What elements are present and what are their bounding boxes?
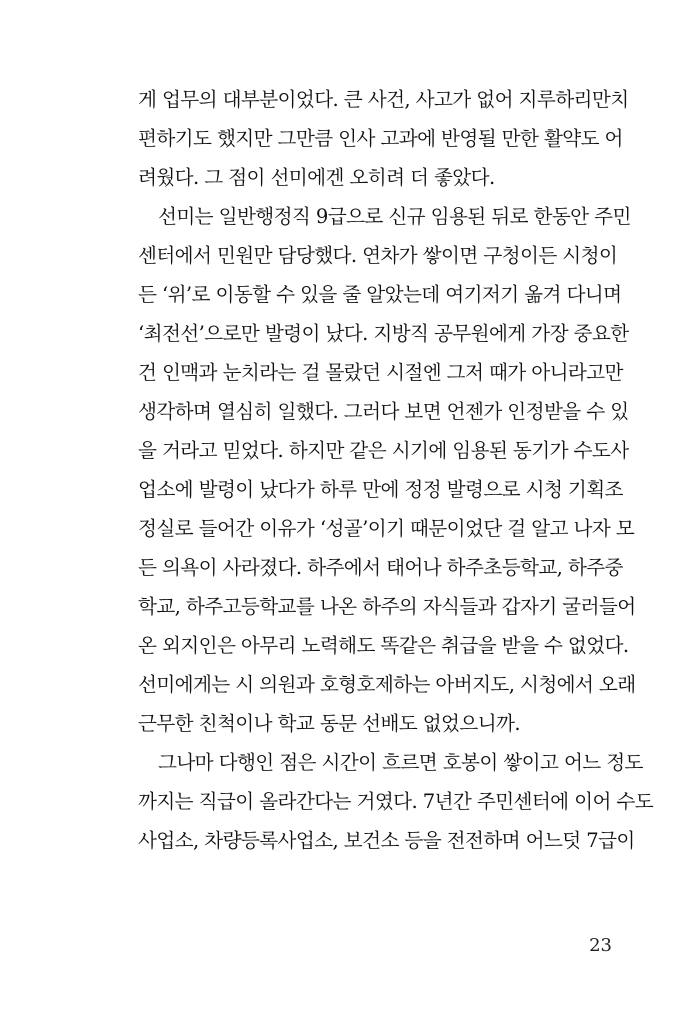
text-line: 센터에서 민원만 담당했다. 연차가 쌓이면 구청이든 시청이 [138,244,618,267]
text-line: 생각하며 열심히 일했다. 그러다 보면 언젠가 인정받을 수 있 [138,400,629,423]
text-line: 학교, 하주고등학교를 나온 하주의 자식들과 갑자기 굴러들어 [138,595,636,618]
text-line: 편하기도 했지만 그만큼 인사 고과에 반영될 만한 활약도 어 [138,127,623,150]
text-line: 을 거라고 믿었다. 하지만 같은 시기에 임용된 동기가 수도사 [138,439,629,462]
text-line: 건 인맥과 눈치라는 걸 몰랐던 시절엔 그저 때가 아니라고만 [138,361,623,384]
page-body [138,80,654,860]
text-line: 정실로 들어간 이유가 ‘성골’이기 때문이었단 걸 알고 나자 모 [138,517,635,540]
text-line: 업소에 발령이 났다가 하루 만에 정정 발령으로 시청 기획조 [138,478,623,501]
text-line: 선미에게는 시 의원과 호형호제하는 아버지도, 시청에서 오래 [138,673,636,696]
text-line: 든 의욕이 사라졌다. 하주에서 태어나 하주초등학교, 하주중 [138,556,623,579]
text-line: 근무한 친척이나 학교 동문 선배도 없었으니까. [138,712,520,735]
text-line: ‘최전선’으로만 발령이 났다. 지방직 공무원에게 가장 중요한 [138,322,629,345]
text-line: 온 외지인은 아무리 노력해도 똑같은 취급을 받을 수 없었다. [138,634,629,657]
text-line: 게 업무의 대부분이었다. 큰 사건, 사고가 없어 지루하리만치 [138,88,629,111]
text-line: 려웠다. 그 점이 선미에겐 오히려 더 좋았다. [138,166,495,189]
text-line: 까지는 직급이 올라간다는 거였다. 7년간 주민센터에 이어 수도 [138,790,654,813]
page-number: 23 [589,935,612,956]
text-line: 선미는 일반행정직 9급으로 신규 임용된 뒤로 한동안 주민 [158,205,631,228]
text-line: 든 ‘위’로 이동할 수 있을 줄 알았는데 여기저기 옮겨 다니며 [138,283,622,306]
text-line: 사업소, 차량등록사업소, 보건소 등을 전전하며 어느덧 7급이 [138,829,635,852]
text-line: 그나마 다행인 점은 시간이 흐르면 호봉이 쌓이고 어느 정도 [158,751,643,774]
